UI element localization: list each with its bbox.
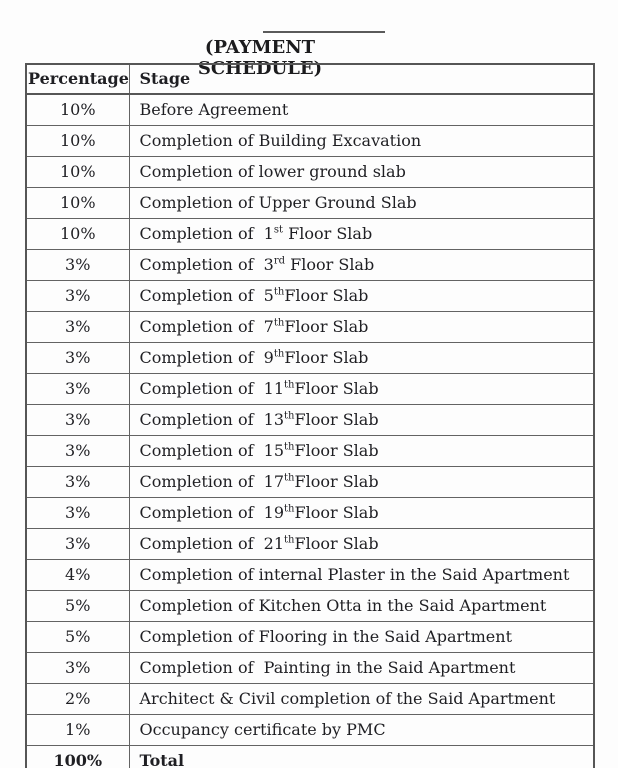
- stage-cell: Completion of 19thFloor Slab: [129, 498, 594, 529]
- table-row: [26, 622, 594, 653]
- stage-cell: Completion of Kitchen Otta in the Said Apartment: [129, 591, 594, 622]
- header-row: [26, 64, 594, 94]
- stage-cell: Completion of 15thFloor Slab: [129, 436, 594, 467]
- stage-cell: Before Agreement: [129, 94, 594, 126]
- stage-cell: Completion of 9thFloor Slab: [129, 343, 594, 374]
- table-row: [26, 467, 594, 498]
- stage-cell: Completion of Upper Ground Slab: [129, 188, 594, 219]
- percentage-cell: 10%: [26, 219, 129, 250]
- table-row: [26, 281, 594, 312]
- percentage-cell: 1%: [26, 715, 129, 746]
- percentage-cell: 5%: [26, 591, 129, 622]
- stage-cell: Total: [129, 746, 594, 768]
- stage-cell: Completion of Painting in the Said Apartment: [129, 653, 594, 684]
- table-row: [26, 312, 594, 343]
- ordinal-superscript: th: [273, 348, 285, 360]
- stage-cell: Completion of 17thFloor Slab: [129, 467, 594, 498]
- stage-cell: Completion of 7thFloor Slab: [129, 312, 594, 343]
- stage-cell: Completion of lower ground slab: [129, 157, 594, 188]
- ordinal-superscript: st: [273, 224, 284, 236]
- ordinal-superscript: th: [284, 441, 295, 453]
- payment-schedule-table: [25, 63, 595, 768]
- percentage-cell: 10%: [26, 188, 129, 219]
- table-row: [26, 219, 594, 250]
- table-row: [26, 343, 594, 374]
- percentage-cell: 10%: [26, 157, 129, 188]
- percentage-cell: 3%: [26, 312, 129, 343]
- percentage-cell: 3%: [26, 374, 129, 405]
- ordinal-superscript: th: [284, 472, 295, 484]
- ordinal-superscript: th: [273, 317, 285, 329]
- table-row: [26, 715, 594, 746]
- percentage-cell: 5%: [26, 622, 129, 653]
- table-row: [26, 405, 594, 436]
- stage-cell: Completion of Flooring in the Said Apartment: [129, 622, 594, 653]
- header-stage: Stage: [129, 64, 594, 94]
- table-row: [26, 746, 594, 768]
- percentage-cell: 3%: [26, 529, 129, 560]
- percentage-cell: 10%: [26, 94, 129, 126]
- stage-cell: Completion of 13thFloor Slab: [129, 405, 594, 436]
- table-row: [26, 94, 594, 126]
- percentage-cell: 3%: [26, 498, 129, 529]
- ordinal-superscript: th: [284, 379, 295, 391]
- percentage-cell: 3%: [26, 405, 129, 436]
- stage-cell: Completion of internal Plaster in the Said Apartment: [129, 560, 594, 591]
- percentage-cell: 4%: [26, 560, 129, 591]
- stage-cell: Completion of 3rd Floor Slab: [129, 250, 594, 281]
- stage-cell: Completion of 5thFloor Slab: [129, 281, 594, 312]
- table-row: [26, 653, 594, 684]
- percentage-cell: 3%: [26, 467, 129, 498]
- stage-cell: Completion of 21thFloor Slab: [129, 529, 594, 560]
- table-row: [26, 684, 594, 715]
- ordinal-superscript: th: [284, 534, 295, 546]
- table-row: [26, 436, 594, 467]
- stage-cell: Occupancy certificate by PMC: [129, 715, 594, 746]
- percentage-cell: 2%: [26, 684, 129, 715]
- percentage-cell: 3%: [26, 436, 129, 467]
- table-row: [26, 188, 594, 219]
- table-row: [26, 374, 594, 405]
- table-row: [26, 560, 594, 591]
- table-row: [26, 529, 594, 560]
- table-row: [26, 250, 594, 281]
- page-title: (PAYMENT SCHEDULE): [197, 37, 323, 79]
- percentage-cell: 3%: [26, 653, 129, 684]
- ordinal-superscript: rd: [273, 255, 286, 267]
- ordinal-superscript: th: [284, 410, 295, 422]
- percentage-cell: 3%: [26, 281, 129, 312]
- ordinal-superscript: th: [284, 503, 295, 515]
- table-row: [26, 126, 594, 157]
- percentage-cell: 3%: [26, 343, 129, 374]
- percentage-cell: 100%: [26, 746, 129, 768]
- percentage-cell: 10%: [26, 126, 129, 157]
- stage-cell: Completion of 11thFloor Slab: [129, 374, 594, 405]
- header-percentage: Percentage: [26, 64, 129, 94]
- ordinal-superscript: th: [273, 286, 285, 298]
- table-row: [26, 157, 594, 188]
- blank-overline: [263, 31, 385, 33]
- table-row: [26, 498, 594, 529]
- stage-cell: Architect & Civil completion of the Said Apartment: [129, 684, 594, 715]
- percentage-cell: 3%: [26, 250, 129, 281]
- table-row: [26, 591, 594, 622]
- stage-cell: Completion of Building Excavation: [129, 126, 594, 157]
- table-body: [26, 94, 594, 768]
- stage-cell: Completion of 1st Floor Slab: [129, 219, 594, 250]
